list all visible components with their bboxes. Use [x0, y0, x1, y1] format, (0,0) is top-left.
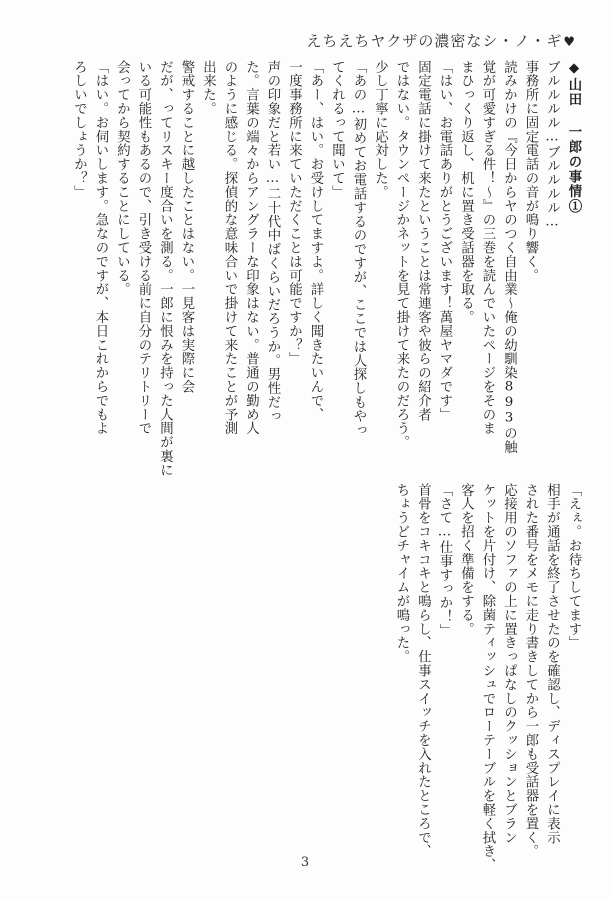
- text-line: ではない。タウンページかネットを見て掛けて来たのだろう。: [394, 60, 409, 450]
- text-line: 首骨をコキコキと鳴らし、仕事スイッチを入れたところで、: [415, 483, 431, 859]
- text-line: いる可能性もあるので、引き受ける前に自分のテリトリーで: [136, 60, 151, 436]
- text-line: 「さて…仕事すっか！」: [437, 483, 452, 638]
- text-line: だが、ってリスキー度合いを測る。一郎に恨みを持った人間が裏に: [157, 60, 173, 477]
- text-line: 声の印象だと若い…二十代中ばくらいだろうか。男性だっ: [265, 60, 280, 423]
- page-number: 3: [300, 855, 310, 870]
- text-line: ケットを片付け、除菌ティッシュでローテーブルを軽く拭き、: [480, 483, 495, 873]
- text-line: 「はい。お伺いします。急なのですが、本日これからでもよ: [93, 60, 108, 436]
- header-title: えちえちヤクザの濃密なシ・ノ・ギ: [306, 32, 563, 50]
- text-line: 出来た。: [200, 60, 216, 116]
- text-line: た。言葉の端々からアングラーな印象はない。普通の勤め人: [243, 60, 259, 436]
- text-line: 「あー、はい。お受けしてますよ。詳しく聞きたいんで、: [308, 60, 323, 422]
- text-line: まひっくり返し、机に置き受話器を取る。: [458, 60, 474, 325]
- text-line: 応接用のソファの上に置きっぱなしのクッションとブラン: [501, 483, 517, 845]
- text-line: された番号をメモに走り書きしてから一郎も受話器を置く。: [523, 483, 538, 859]
- text-line: 客人を招く準備をする。: [458, 483, 474, 636]
- text-line: 覚が可愛すぎる件！〜』の三巻を読んでいたページをそのま: [480, 60, 495, 436]
- section-title: ◆山田 一郎の事情①: [566, 60, 582, 215]
- text-line: ろしいでしょうか？」: [71, 60, 87, 199]
- text-line: 警戒することに越したことはない。一見客は実際に会: [179, 60, 194, 394]
- lower-text-block: [391, 483, 585, 873]
- text-line: てくれるって聞いて」: [329, 60, 345, 199]
- heart-icon: ♥: [563, 35, 576, 50]
- text-line: のように感じる。探偵的な意味合いで掛けて来たことが予測: [222, 60, 237, 436]
- text-line: 少し丁寧に応対した。: [372, 60, 388, 199]
- text-line: 会ってから契約することにしている。: [114, 60, 130, 297]
- text-line: 読みかけの『今日からヤのつく自由業〜俺の幼馴染893の触: [501, 60, 517, 454]
- text-line: ブルルルル…ブルルルル…: [544, 60, 560, 230]
- text-line: 相手が通話を終了させたのを確認し、ディスプレイに表示: [544, 483, 560, 845]
- text-line: 「えぇ。お待ちしてます」: [566, 483, 581, 650]
- upper-text-block: [68, 60, 584, 477]
- text-line: 事務所に固定電話の音が鳴り響く。: [523, 60, 538, 283]
- running-header: [306, 30, 576, 51]
- text-line: 固定電話に掛けて来たということは常連客や彼らの紹介者: [415, 60, 431, 422]
- text-line: 「あの…初めてお電話するのですが、ここでは人探しもやっ: [351, 60, 366, 437]
- text-line: 一度事務所に来ていただくことは可能ですか？」: [286, 60, 302, 366]
- text-line: 「はい、お電話ありがとうございます！萬屋ヤマダです」: [437, 60, 452, 422]
- text-line: ちょうどチャイムが鳴った。: [394, 483, 409, 664]
